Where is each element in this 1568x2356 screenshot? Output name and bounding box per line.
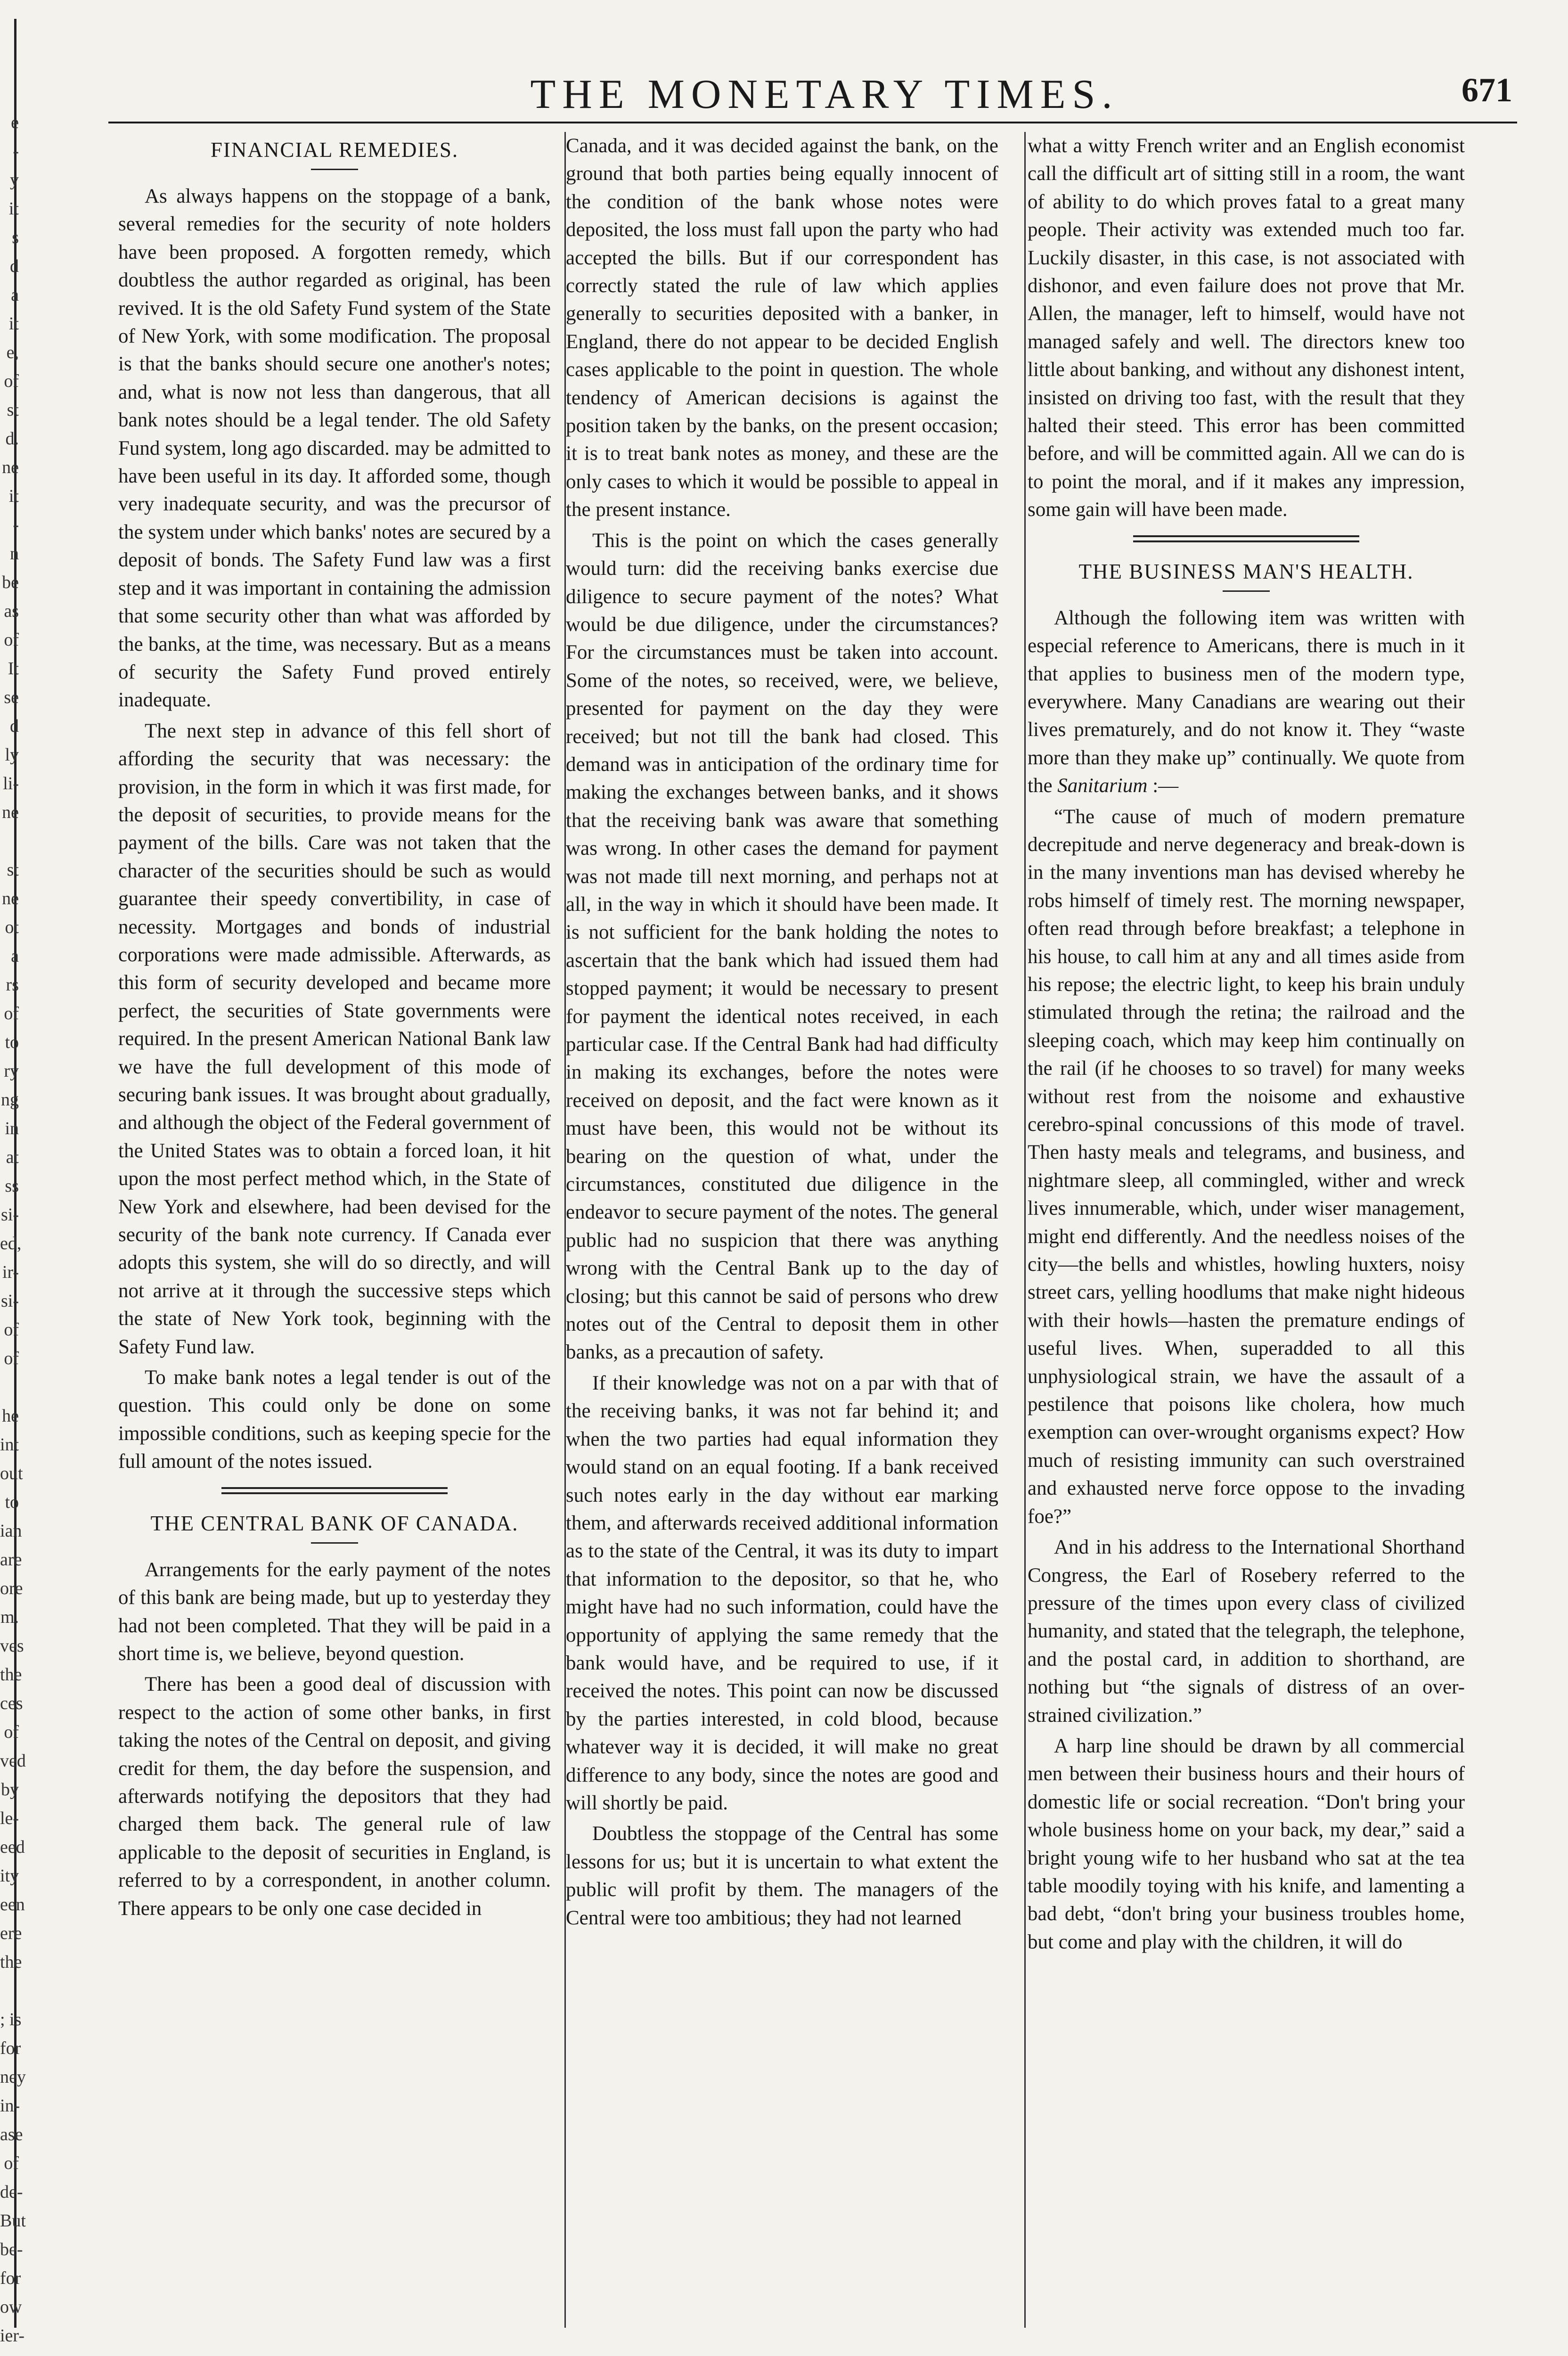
page-number: 671 [1462, 71, 1512, 109]
heading-rule [311, 169, 358, 170]
paragraph: To make bank notes a legal tender is out of the question. This could only be done on some impossible conditions, such as keeping specie for the full amount of the notes issued. [118, 1366, 551, 1473]
paragraph: “The cause of much of modern premature decrepitude and nerve degeneracy and break-down is in the many inventions man has devised whereby he robs himself of timely rest. The morning newspaper, often read through before breakfast; a telephone in his house, to call him at any and all times aside from his repose; the electric light, to keep his brain unduly stimulated through the retina; the railroad and the sleeping coach, which may keep him continually on the rail (if he chooses to so travel) for many weeks without rest from the noisome and exhaustive cerebro-spinal concussions of this mode of travel. Then hasty meals and telegrams, and business, and nightmare sleep, all commingled, wither and wreck lives innumerable, which, under wiser management, might end differently. And the needless noises of the city—the bells and whistles, howling huxters, noisy street cars, yelling hoodlums that make night hideous with their howls—hasten the premature endings of useful lives. When, superadded to all this unphysiological strain, we have the assault of a pestilence that poisons like cholera, how much exemption can over-wrought organisms expect? How much of resisting immunity can such overstrained and exhausted nerve force oppose to the invading foe?” [1028, 805, 1465, 1528]
paragraph: This is the point on which the cases generally would turn: did the receiving banks exercise due diligence to secure payment of the notes? What would be due diligence, under the circumstances? For the circumstances must be taken into account. Some of the notes, so received, were, we believe, presented for payment on the day they were received; but not till the bank had closed. This demand was in anticipation of the ordinary time for making the exchanges between banks, and it shows that the receiving bank was aware that something was wrong. In other cases the demand for payment was not made till next morning, and perhaps not at all, in the way in which it should have been made. It is not sufficient for the bank holding the notes to ascertain that the bank which had issued them had stopped payment; it would be necessary to present for payment the identical notes received, in each particular case. If the Central Bank had had difficulty in making its exchanges, before the notes were received on deposit, and the fact were known as it must have been, this would not be without its bearing on the question of what, under the circumstances, constituted due diligence in the endeavor to secure payment of the notes. The general public had no suspicion that there was anything wrong with the Central Bank up to the day of closing; but this cannot be said of persons who drew notes out of the Central to deposit them in other banks, as a precaution of safety. [566, 529, 998, 1364]
column-2 [558, 132, 1006, 2328]
publication-title: THE MONETARY TIMES. [530, 72, 1119, 117]
intro-end: :— [1147, 775, 1179, 797]
article-heading-financial-remedies: FINANCIAL REMEDIES. [210, 138, 459, 162]
masthead-rule [108, 122, 1517, 123]
paragraph: Arrangements for the early payment of the notes of this bank are being made, but up to yesterday they had not been completed. That they will be paid in a short time is, we believe, beyond question. [118, 1558, 551, 1665]
column-1 [111, 132, 558, 2328]
heading-rule [1223, 590, 1270, 592]
paragraph: There has been a good deal of discussion with respect to the action of some other banks, in first taking the notes of the Central on deposit, and giving credit for them, the day before the suspension, and afterwards notifying the depositors that they had charged them back. The general rule of law applicable to the deposit of securities in England, is referred to by a correspondent, in another column. There appears to be only one case decided in [118, 1673, 551, 1920]
section-divider [1133, 535, 1359, 542]
paragraph: As always happens on the stoppage of a bank, several remedies for the security of note holders have been proposed. A forgotten remedy, which doubtless the author regarded as original, has been revived. It is the old Safety Fund system of the State of New York, with some modification. The proposal is that the banks should secure one another's notes; and, what is now not less than dangerous, that all bank notes should be a legal tender. The old Safety Fund system, long ago discarded. may be admitted to have been useful in its day. It afforded some, though very inadequate security, and was the precursor of the system under which banks' notes are secured by a deposit of bonds. The Safety Fund law was a first step and it was important in containing the admission that some security other than what was afforded by the banks, at the time, was necessary. But as a means of security the Safety Fund proved entirely inadequate. [118, 185, 551, 712]
quoted-source: Sanitarium [1057, 775, 1148, 797]
paragraph: what a witty French writer and an English economist call the difficult art of sitting still in a room, the want of ability to do which proves fatal to a great many people. Their activity was extended much too far. Luckily disaster, in this case, is not associated with dishonor, and even failure does not prove that Mr. Allen, the manager, left to himself, would have not managed safely and well. The directors knew too little about banking, and without any dishonest intent, insisted on driving too fast, with the result that they halted their steed. This error has been committed before, and will be committed again. All we can do is to point the moral, and if it makes any impression, some gain will have been made. [1028, 135, 1465, 521]
paragraph: Doubtless the stoppage of the Central has some lessons for us; but it is uncertain to what extent the public will profit by them. The managers of the Central were too ambitious; they had not learned [566, 1823, 998, 1929]
paragraph-intro [1028, 604, 1465, 800]
paragraph: And in his address to the International Shorthand Congress, the Earl of Rosebery referred to the pressure of the times upon every class of civilized humanity, and stated that the telegraph, the telephone, and the postal card, in addition to shorthand, are nothing but “the signals of distress of an over-strained civilization.” [1028, 1536, 1465, 1726]
paragraph: Canada, and it was decided against the bank, on the ground that both parties being equally innocent of the condition of the bank whose notes were deposited, the loss must fall upon the party who had accepted the bills. But if our correspondent has correctly stated the rule of law which applies generally to securities deposited with a banker, in England, there do not appear to be decided English cases applicable to the point in question. The whole tendency of American decisions is against the position taken by the banks, on the present occasion; it is to treat bank notes as money, and these are the only cases to which it would be possible to appeal in the present instance. [566, 135, 998, 521]
intro-text: Although the following item was written with especial reference to Americans, there is much in it that applies to business men of the modern type, everywhere. Many Canadians are wearing out their lives prematurely, and do not know it. They “waste more than they make up” continually. We quote from the [1028, 606, 1465, 797]
column-3 [1020, 132, 1472, 2328]
masthead [108, 71, 1541, 123]
article-heading-central-bank: THE CENTRAL BANK OF CANADA. [150, 1511, 519, 1535]
section-divider [221, 1487, 448, 1494]
paragraph: The next step in advance of this fell short of affording the security that was necessary: the provision, in the form in which it was first made, for the deposit of securities, to provide means for the payment of the bills. Care was not taken that the character of the securities should be such as would guarantee their speedy convertibility, in case of necessity. Mortgages and bonds of industrial corporations were made admissible. Afterwards, as this form of security developed and became more perfect, the securities of State governments were required. In the present American National Bank law we have the full development of this mode of securing bank issues. It was brought about gradually, and although the object of the Federal government of the United States was to obtain a forced loan, it hit upon the most perfect method which, in the State of New York and elsewhere, had been devised for the security of the bank note currency. If Canada ever adopts this system, she will do so directly, and will not arrive at it through the successive steps which the state of New York took, beginning with the Safety Fund law. [118, 720, 551, 1358]
heading-rule [311, 1542, 358, 1544]
previous-page-margin-text: e - y it s d a it e, of st d. ne it - n be as of It se d ly li- ne st ne ot a rs of to ry ng in at ss si- ed, ir- si- of of he int out to ian are ore m. ves the ces of ved by le- eed ity een ere the ; is for ney in- ase of de- But be- for ow ier- [0, 113, 26, 2346]
paragraph: If their knowledge was not on a par with that of the receiving banks, it was not far behind it; and when the two parties had equal information they would stand on an equal footing. If a bank received such notes early in the day without ear marking them, and afterwards received additional information as to the state of the Central, it was its duty to impart that information to the depositor, so that he, who might have had no such information, could have the opportunity of applying the same remedy that the bank would have, and be required to use, if it received the notes. This point can now be discussed by the parties interested, in cold blood, because whatever way it is decided, it will make no great difference to any body, since the notes are good and will shortly be paid. [566, 1372, 998, 1814]
article-heading-business-health: THE BUSINESS MAN'S HEALTH. [1078, 559, 1414, 583]
paragraph: A harp line should be drawn by all commercial men between their business hours and their hours of domestic life or social recreation. “Don't bring your whole business home on your back, my dear,” said a bright young wife to her husband who sat at the tea table moodily toying with his knife, and lamenting a bad debt, “don't bring your business troubles home, but come and play with the children, it will do [1028, 1734, 1465, 1953]
